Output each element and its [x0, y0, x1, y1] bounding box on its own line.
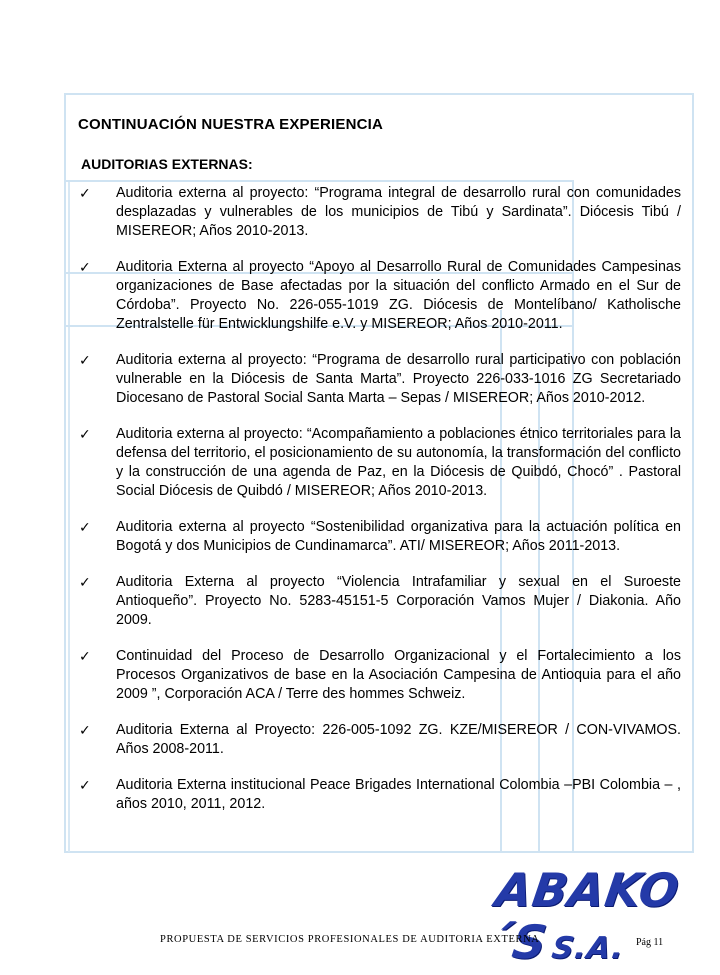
list-item	[78, 258, 681, 334]
list-item-text: Auditoria Externa al Proyecto: 226-005-1092 ZG. KZE/MISEREOR / CON-VIVAMOS. Años 2008-2011.	[116, 722, 681, 757]
check-icon: ✓	[79, 185, 91, 201]
list-item-text: Auditoria Externa al proyecto “Apoyo al Desarrollo Rural de Comunidades Campesinas organizaciones de Base afectadas por la situación del conflicto Armado en el Sur de Córdoba”. Proyecto No. 226-055-1019 ZG. Diócesis de Montelíbano/ Katholische Zentralstelle für Entwicklungshilfe e.V. y MISEREOR; Años 2010-2011.	[116, 259, 681, 332]
check-icon: ✓	[79, 519, 91, 535]
list-item	[78, 425, 681, 501]
check-icon: ✓	[79, 574, 91, 590]
list-item-text: Auditoria Externa al proyecto “Violencia Intrafamiliar y sexual en el Suroeste Antioqueño”. Proyecto No. 5283-45151-5 Corporación Vamos Mujer / Diakonia. Año 2009.	[116, 574, 681, 628]
list-item-text: Auditoria externa al proyecto: “Programa de desarrollo rural participativo con población vulnerable en la Diócesis de Santa Marta”. Proyecto 226-033-1016 ZG Secretariado Diocesano de Pastoral Social Santa Marta – Sepas / MISEREOR; Años 2010-2012.	[116, 352, 681, 406]
section-title: AUDITORIAS EXTERNAS:	[81, 156, 253, 172]
check-icon: ✓	[79, 648, 91, 664]
list-item	[78, 721, 681, 759]
page-number: Pág 11	[636, 937, 664, 948]
logo-name: ABAKO´S	[485, 863, 684, 969]
check-icon: ✓	[79, 777, 91, 793]
check-icon: ✓	[79, 259, 91, 275]
footer-text: PROPUESTA DE SERVICIOS PROFESIONALES DE AUDITORIA EXTERNA	[160, 934, 540, 945]
list-item	[78, 184, 681, 241]
list-item	[78, 573, 681, 630]
audit-list	[78, 184, 681, 831]
list-item	[78, 351, 681, 408]
company-logo	[484, 864, 720, 975]
list-item-text: Continuidad del Proceso de Desarrollo Organizacional y el Fortalecimiento a los Procesos Organizativos de base en la Asociación Campesina de Antioquia para el año 2009 ”, Corporación ACA / Terre des hommes Schweiz.	[116, 648, 681, 702]
list-item	[78, 647, 681, 704]
check-icon: ✓	[79, 722, 91, 738]
list-item	[78, 776, 681, 814]
check-icon: ✓	[79, 352, 91, 368]
list-item-text: Auditoria externa al proyecto “Sostenibilidad organizativa para la actuación política en Bogotá y dos Municipios de Cundinamarca”. ATI/ MISEREOR; Años 2011-2013.	[116, 519, 681, 554]
page-title: CONTINUACIÓN NUESTRA EXPERIENCIA	[78, 116, 384, 133]
list-item-text: Auditoria externa al proyecto: “Acompañamiento a poblaciones étnico territoriales para la defensa del territorio, el posicionamiento de su autonomía, la transformación del conflicto y la construcción de una agenda de Paz, en la Diócesis de Quibdó, Chocó” . Pastoral Social Diócesis de Quibdó / MISEREOR; Años 2010-2013.	[116, 426, 681, 499]
list-item-text: Auditoria externa al proyecto: “Programa integral de desarrollo rural con comunidades desplazadas y vulnerables de los municipios de Tibú y Sardinata”. Diócesis Tibú / MISEREOR; Años 2010-2013.	[116, 185, 681, 239]
logo-suffix: S.A.	[549, 931, 627, 966]
frame-line	[68, 182, 70, 852]
list-item	[78, 518, 681, 556]
list-item-text: Auditoria Externa institucional Peace Brigades International Colombia –PBI Colombia – , años 2010, 2011, 2012.	[116, 777, 681, 812]
check-icon: ✓	[79, 426, 91, 442]
